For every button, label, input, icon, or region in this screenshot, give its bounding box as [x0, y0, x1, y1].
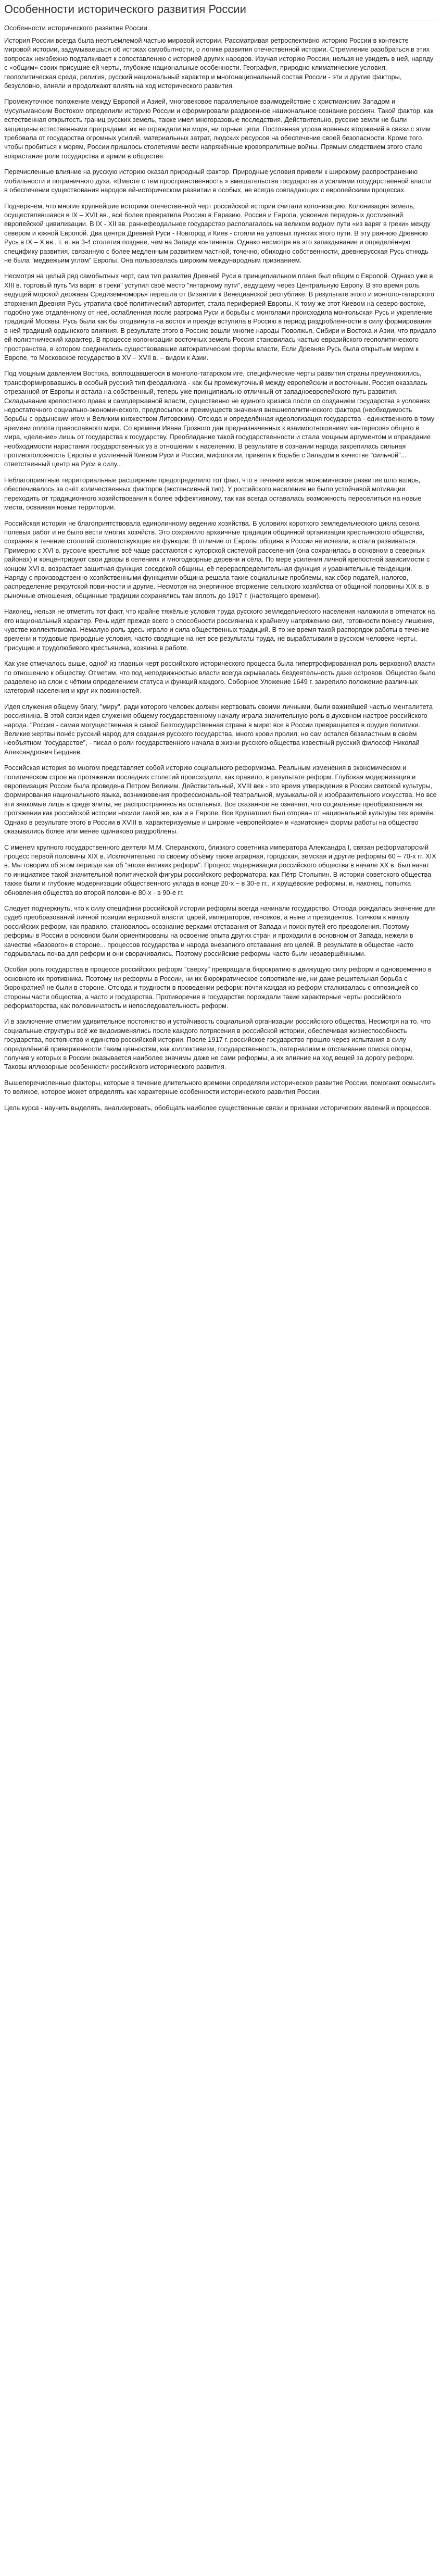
- paragraph-15: Особая роль государства в процессе российских реформ "сверху" превращала бюрократию в движущую силу реформ и одновременно в основного их противника. Поэтому ни реформы в России, ни их бюрократическое сопротивление, ни даже решительная борьба с бюрократией не были в стороне. Отсюда и трудности в проведении реформ: почти каждая из реформ сталкивалась с оппозицией со стороны части общества, а часто и государства. Противоречия в государстве порождали такие характерные черты российского реформаторства, как половинчатость и непоследовательность реформ.: [4, 965, 432, 1010]
- paragraph-4: Подчеркнём, что многие крупнейшие историки отечественной черт российской истории считали колонизацию. Колонизация земель, осуществлявшаяся в IX – XVII вв., всё более превратила Россию в Евразию. Россия и Европа, усвоение передовых достижений европейской цивилизации. В IX - XII вв. раннефеодальное государство располагалось на великом водном пути «из варяг в греки» между севером и южной Европой. Два центра Древней Руси - Новгород и Киев - стояли на узловых пунктах этого пути. В эту раннюю Древнюю Русь в IX – X вв., т. е. на 3-4 столетия позднее, чем на Западе континента. Однако несмотря на это запаздывание и определённую специфику развития, связанную с более медленным развитием частной, точечно, обиходно собственности, древнерусская Русь отнюдь не была "медвежьим углом" Европы. Она пользовалась широким международным признанием.: [4, 202, 431, 264]
- paragraph-13: С именем крупного государственного деятеля М.М. Сперанского, близкого советника императора Александра I, связан реформаторский процесс первой половины XIX в. Исключительно по своему объёму также аграрная, городская, земская и другие реформы 60 – 70-х гг. XIX в. Мы говорим об этом периоде как об "эпохе великих реформ". Процесс модернизации российского общества в начале XX в. был начат по инициативе такой значительной политической фигуры российского реформатора, как Пётр Столыпин. В истории советского общества также были и глубокие модернизации общественного уклада в конце 20-х – в 30-е гг., и хрущёвские реформы, и, наконец, попытка обновления общества во второй половине 80-х - в 90-е гг.: [4, 843, 436, 897]
- paragraph-1: История России всегда была неотъемлемой частью мировой истории. Рассматривая ретроспективно историю России в контексте мировой истории, задумываешься об истоках самобытности, о логике развития отечественной истории. Стремление разобраться в этих вопросах неизбежно подталкивает к сопоставлению с историей других народов. Изучая историю России, нельзя не увидеть в ней, наряду с «общим» своих присущие ей черты, глубокие национальные особенности. География, природно-климатические условия, геополитическая среда, религия, русский национальный характер и многонациональный состав России - эти и другие факторы, безусловно, влияли и продолжают влиять на ход исторического развития.: [4, 36, 434, 90]
- paragraph-3: Перечисленные влияние на русскую историю оказал природный фактор. Природные условия привели к широкому распространению мобильности и пограничного духа. «Вместе с тем пространственность » вмешательства государства и усилиями государственной власти в обеспечении существования народов ей-историческом развитии в особых, не всегда совпадающих с европейскими процессах.: [4, 168, 432, 194]
- paragraph-16: И в заключение отметим удивительное постоянство и устойчивость социальной организации российского общества. Несмотря на то, что социальные структуры всё же видоизменялись после каждого потрясения в российской истории, обеспечивая жизнеспособность государства, постоянство и единство российской истории. После 1917 г. российское государство прошло через испытания в силу определённой приверженности таким ценностям, как коллективизм, государственность, патернализм и отстаивание поиска опоры, получив у которых в России оказывается наиболее значимы даже не сами реформы, а их влияние на ход вещей за дорогу реформ. Таковы иллюзорные особенности российского исторического развития.: [4, 1017, 431, 1071]
- paragraph-7: Неблагоприятные территориальные расширение предопределило тот факт, что в течение веков экономическое развитие шло вширь, обеспечивалось за счёт количественных факторов (экстенсивный тип). У российского населения не было устойчивой мотивации переходить от традиционного хозяйствования к более эффективному, так как всегда оставалась возможность переселиться на новые места, осваивая новые территории.: [4, 476, 422, 512]
- paragraph-6: Под мощным давлением Востока, воплощавшегося в монголо-татарском иге, специфические черты развития страны преумножились, трансформировавшись в особый русский тип феодализма - как бы промежуточный между европейским и восточным. Россия оказалась отрезанной от Европы и встала на собственный, теперь уже принципиально отличный от западноевропейского путь развития. Складывание крепостного права и самодержавной власти, существенно не единого кризиса после со созданием государства в условиях недостаточного социально-экономического, предпосылок и преимуществ значения внешнеполитического фактора (необходимость борьбы с ордынским игом и Великим княжеством Литовским). Отсюда и определённая идеологизация государства - единственного в тому времени оплота православного мира. Со времени Ивана Грозного дан предназначенных к взаимоотношениям «интересов» общего в мира, «деление» лишь от государства к государству. Преобладание такой государственности и стала мощным аргументом и оправдание необходимости нарастания государственных уз в отношении к населению. В результате в сознании народа закрепилась сильная противоположность Европы и усиленный Киевом Руси и России, мифологии, привела к борьбе с Западом в качестве "сильной"... ответственный центр на Руси в силу...: [4, 369, 435, 468]
- paragraph-12: Российская история во многом представляет собой историю социального реформизма. Реальным изменения в экономическом и политическом строе на протяжении последних столетий происходили, как правило, в результате реформ. Глубокая модернизация и европеизация России была проведена Петром Великим. Действительный, XVIII век - это время утверждения в России светской культуры, формирования национального языка, возникновения профессиональной театральной, музыкальной и изобразительного искусства. Но все эти знакомые лишь в среде элиты, не распространяясь на остальных. Все сказанное не означает, что социальные преобразования на протяжении как российской истории носили такой же, как и в Европе. Все Крушатшил был оторван от национальной культуры тех времён. Однако в результате этого в России в XVIII в. характеризуемые и широкие «европейские» и «азиатские» формы работы на общество оказывались более или менее одинаково раздроблены.: [4, 764, 437, 836]
- paragraph-2: Промежуточное положение между Европой и Азией, многовековое параллельное взаимодействие с христианским Западом и мусульманским Востоком определили историю России и сформировали раздвоенное национальное сознание россиян. Такой фактор, как естественная открытость границ русских земель, также имел многоразовые последствия. Действительно, русские земли не были защищены естественными преградами: их не ограждали ни моря, ни горные цепи. Постоянная угроза военных вторжений в связи с этим требовала от государства огромных усилий, материальных затрат, людских ресурсов на обеспечение своей безопасности. Кроме того, чтобы пробиться к морям, России пришлось столетиями вести напряжённые кровопролитные войны. Прямым следствием этого стало возрастание роли государства и армии в обществе.: [4, 97, 434, 160]
- article-subtitle: Особенности исторического развития России: [4, 24, 147, 32]
- page-title: Особенности исторического развития России: [4, 3, 246, 16]
- paragraph-14: Следует подчеркнуть, что к силу специфики российской истории реформы всегда начинали государство. Отсюда рождалась значение для судеб преобразований личной позиции верховной власти: царей, императоров, генсеков, а ныне и президентов. Толчком к началу российских реформ, как правило, становилось осознание верхами отставания от Запада и поиск путей его преодоления. Поэтому реформы в России в основном были ориентированы на освоение опыта других стран и проходили в основном от Запада, нежели в качестве «базового» в стороне... процессов государства и народа внезапного отставания его целей. В результате в обществе часто подрывалась почва для реформ и они сворачивались. Поэтому российские реформы часто были незавершёнными.: [4, 904, 436, 957]
- paragraph-5: Несмотря на целый ряд самобытных черт, сам тип развития Древней Руси в принципиальном плане был общим с Европой. Однако уже в XIII в. торговый путь "из варяг в греки" уступил своё место "янтарному пути", ведущему через Центральную Европу. В это время роль ведущей морской державы Средиземноморья перешла от Византии к Венецианской республике. В результате этого и монголо-татарского вторжения Древняя Русь утратила своё политический авторитет, стала периферией Европы. К тому же этот Киевом на северо-востоке, подобно уже отдалённому от неё, ослабленная после разгрома Руси и борьбы с монголами происходила монгольская Русь и укрепление традиций Москвы. Русь была как бы отодвинута на восток и прежде вступила в Россию в период раздробленности в силу формирования в ней традиций ордынского влияния. В результате этого в Россию вошли многие народы Поволжья, Сибири и Востока и Азии, что придало ей полиэтнический характер. В процессе колонизации восточных земель Россия становилась частью евразийского геополитического пространства, в котором соединились существовавшие автократические формы власти, Если Древняя Русь была открытым миром к Европе, то Московское государство в XV – XVII в. – видом к Азии.: [4, 272, 436, 362]
- paragraph-10: Как уже отмечалось выше, одной из главных черт российского исторического процесса была гипертрофированная роль верховной власти по отношению к обществу. Отметим, что под неподвижностью власти всегда скрывалась бездеятельность даже островов. Общество было разделено на слои с чётким определением статуса и функций каждого. Соборное Уложение 1649 г. закрепило положение различных категорий населения и круг их повинностей.: [4, 659, 436, 695]
- paragraph-11: Идея служения общему благу, "миру", ради которого человек должен жертвовать своими личными, были важнейшей частью менталитета россиянина. В этой связи идея служения общему государственному началу играла значительную роль в духовном настрое российского народа. "Россия - самая могущественная в самой Безгосударственная страна в мире: все в России превращается в орудие политики. Великие жертвы понёс русский народ для создания русского государства, много крови пролил, но сам остался безвластным в своём необъятном "государстве", - писал о роли государственного начала в жизни русского общества известный русский философ Николай Александрович Бердяев.: [4, 702, 433, 756]
- document-page: [0, 0, 441, 1112]
- paragraph-17: Вышеперечисленные факторы, которые в течение длительного времени определяли историческое развитие России, помогают осмыслить то великое, которое может определять как характерные особенности исторического развития России.: [4, 1078, 436, 1096]
- paragraph-9: Наконец, нельзя не отметить тот факт, что крайне тяжёлые условия труда русского земледельческого населения наложили в отпечаток на его национальный характер. Речь идёт прежде всего о способности россиянина к крайнему напряжению сил, готовности понесу лишения, чувстве коллективизма. Немалую роль здесь играло и сила общественных традиций. В то же время такой распорядок работы в течение времени и трудовые природные условия, часто сводящие на нет все результаты труда, не вырабатывали в русском человеке черты, присущие и трудолюбивого крестьянина, хозяина в работе.: [4, 607, 435, 652]
- paragraph-18: Цель курса - научить выделять, анализировать, обобщать наиболее существенные связи и признаки исторических явлений и процессов.: [4, 1103, 431, 1112]
- paragraph-8: Российская история не благоприятствовала единоличному ведению хозяйства. В условиях короткого земледельческого цикла сезона полевых работ и не было вести многих хозяйств. Это сохранило архаичные традиции общинной организации крестьянского общества, сохраняя в течение столетий соответствующие её функции. В отличие от Европы община в России не исчезла, а стала развиваться. Примерно с XVI в. русские крестьяне всё чаще расстаются с хуторской системой расселения (она сохранилась в основном в северных районах) и концентрируют свои дворы в селениях и многодворные деревни и сёла. По мере усиления личной крепостной зависимости с концом XVI в. возрастает защитная функция соседской общины, её перераспределительная функция и уравнительные тенденции. Наряду с производственно-хозяйственными функциями община решала такие социальные проблемы, как сбор податей, налогов, распределение рекрутской повинности и другие. Несмотря на энергичное вторжение сельского хозяйства от общиной половины XIX в. в рыночные отношения, общинные традиции сохранялись там вплоть до 1917 г. (настоящего времени).: [4, 519, 430, 600]
